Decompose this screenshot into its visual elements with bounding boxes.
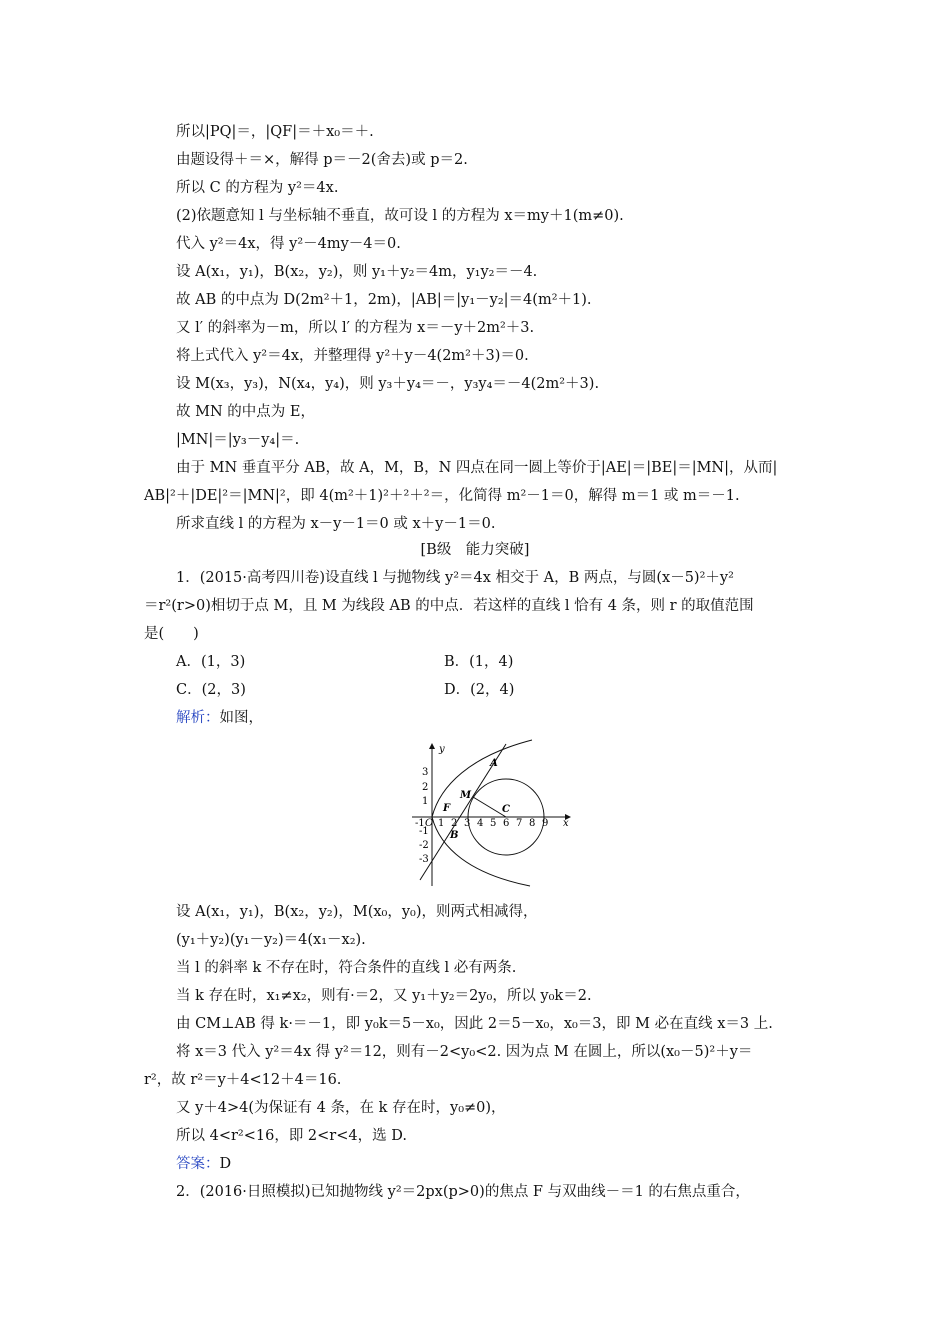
- y-tick: 2: [422, 782, 429, 793]
- text-line: 将 x＝3 代入 y²＝4x 得 y²＝12，则有－2<y₀<2. 因为点 M 在圆上，所以(x₀－5)²＋y＝: [176, 1044, 753, 1060]
- point-label-b: B: [450, 830, 459, 841]
- section-heading: [B级 能力突破]: [420, 542, 530, 558]
- option-c: C．(2，3): [176, 682, 246, 698]
- x-tick: 9: [542, 818, 549, 829]
- text-line: 所以|PQ|＝，|QF|＝＋x₀＝＋.: [176, 124, 374, 140]
- y-tick: 3: [422, 767, 429, 778]
- x-tick: 5: [490, 818, 497, 829]
- option-b: B．(1，4): [444, 654, 514, 670]
- text-line: 由 CM⊥AB 得 k·＝－1，即 y₀k＝5－x₀，因此 2＝5－x₀，x₀＝3，即 M 必在直线 x＝3 上.: [176, 1016, 773, 1032]
- text-line: 代入 y²＝4x，得 y²－4my－4＝0.: [176, 236, 401, 252]
- y-tick: -1: [419, 826, 429, 837]
- text-line: 又 l′ 的斜率为－m，所以 l′ 的方程为 x＝－y＋2m²＋3.: [176, 320, 535, 336]
- text-line: 当 l 的斜率 k 不存在时，符合条件的直线 l 必有两条.: [176, 960, 517, 976]
- analysis-line: [176, 708, 263, 728]
- point-label-c: C: [502, 804, 510, 815]
- parabola-circle-figure: [410, 738, 580, 888]
- text-line: (y₁＋y₂)(y₁－y₂)＝4(x₁－x₂).: [176, 932, 366, 948]
- text-line: 所以 C 的方程为 y²＝4x.: [176, 180, 339, 196]
- point-label-m: M: [460, 790, 472, 801]
- origin-label: O: [425, 818, 434, 829]
- question-line: 1．(2015·高考四川卷)设直线 l 与抛物线 y²＝4x 相交于 A，B 两点，与圆(x－5)²＋y²: [176, 570, 734, 586]
- x-tick: 1: [438, 818, 445, 829]
- x-tick: 7: [516, 818, 523, 829]
- x-tick: -1: [415, 818, 425, 829]
- y-tick: -2: [419, 840, 429, 851]
- y-tick: -3: [419, 854, 429, 865]
- text-line: 由于 MN 垂直平分 AB，故 A，M，B，N 四点在同一圆上等价于|AE|＝|BE|＝|MN|，从而|: [176, 460, 778, 476]
- x-tick: 2: [451, 818, 458, 829]
- text-line: AB|²＋|DE|²＝|MN|²，即 4(m²＋1)²＋²＋²＝，化简得 m²－1＝0，解得 m＝1 或 m＝－1.: [144, 488, 740, 504]
- question-line: 2．(2016·日照模拟)已知抛物线 y²＝2px(p>0)的焦点 F 与双曲线－＝1 的右焦点重合，: [176, 1184, 750, 1200]
- text-line: 由题设得＋＝×，解得 p＝－2(舍去)或 p＝2.: [176, 152, 468, 168]
- text-line: 设 M(x₃，y₃)，N(x₄，y₄)，则 y₃＋y₄＝－，y₃y₄＝－4(2m²＋3).: [176, 376, 600, 392]
- y-axis-label: y: [439, 744, 445, 755]
- x-tick: 4: [477, 818, 484, 829]
- text-line: |MN|＝|y₃－y₄|＝.: [176, 432, 300, 448]
- text-line: 当 k 存在时，x₁≠x₂，则有·＝2，又 y₁＋y₂＝2y₀，所以 y₀k＝2.: [176, 988, 592, 1004]
- text-line: 所以 4<r²<16，即 2<r<4，选 D.: [176, 1128, 407, 1144]
- x-tick: 3: [464, 818, 471, 829]
- text-line: 故 MN 的中点为 E，: [176, 404, 315, 420]
- option-d: D．(2，4): [444, 682, 515, 698]
- point-label-f: F: [443, 803, 451, 814]
- answer-line: [176, 1154, 231, 1174]
- text-line: 又 y＋4>4(为保证有 4 条，在 k 存在时，y₀≠0)，: [176, 1100, 506, 1116]
- text-line: 将上式代入 y²＝4x，并整理得 y²＋y－4(2m²＋3)＝0.: [176, 348, 529, 364]
- answer-value: D: [219, 1156, 232, 1172]
- x-tick: 6: [503, 818, 510, 829]
- analysis-label: 解析：: [176, 710, 220, 726]
- point-label-a: A: [490, 758, 498, 769]
- text-line: 所求直线 l 的方程为 x－y－1＝0 或 x＋y－1＝0.: [176, 516, 496, 532]
- x-tick: 8: [529, 818, 536, 829]
- x-axis-label: x: [563, 818, 569, 829]
- text-line: 设 A(x₁，y₁)，B(x₂，y₂)，则 y₁＋y₂＝4m，y₁y₂＝－4.: [176, 264, 538, 280]
- analysis-text: 如图，: [219, 710, 263, 726]
- question-line: ＝r²(r>0)相切于点 M，且 M 为线段 AB 的中点．若这样的直线 l 恰有 4 条，则 r 的取值范围: [144, 598, 754, 614]
- question-line: 是( ): [144, 626, 199, 642]
- answer-label: 答案：: [176, 1156, 220, 1172]
- text-line: (2)依题意知 l 与坐标轴不垂直，故可设 l 的方程为 x＝my＋1(m≠0).: [176, 208, 624, 224]
- text-line: 故 AB 的中点为 D(2m²＋1，2m)，|AB|＝|y₁－y₂|＝4(m²＋1).: [176, 292, 592, 308]
- text-line: r²，故 r²＝y＋4<12＋4＝16.: [144, 1072, 342, 1088]
- option-a: A．(1，3): [176, 654, 246, 670]
- y-tick: 1: [422, 796, 429, 807]
- text-line: 设 A(x₁，y₁)，B(x₂，y₂)，M(x₀，y₀)，则两式相减得，: [176, 904, 538, 920]
